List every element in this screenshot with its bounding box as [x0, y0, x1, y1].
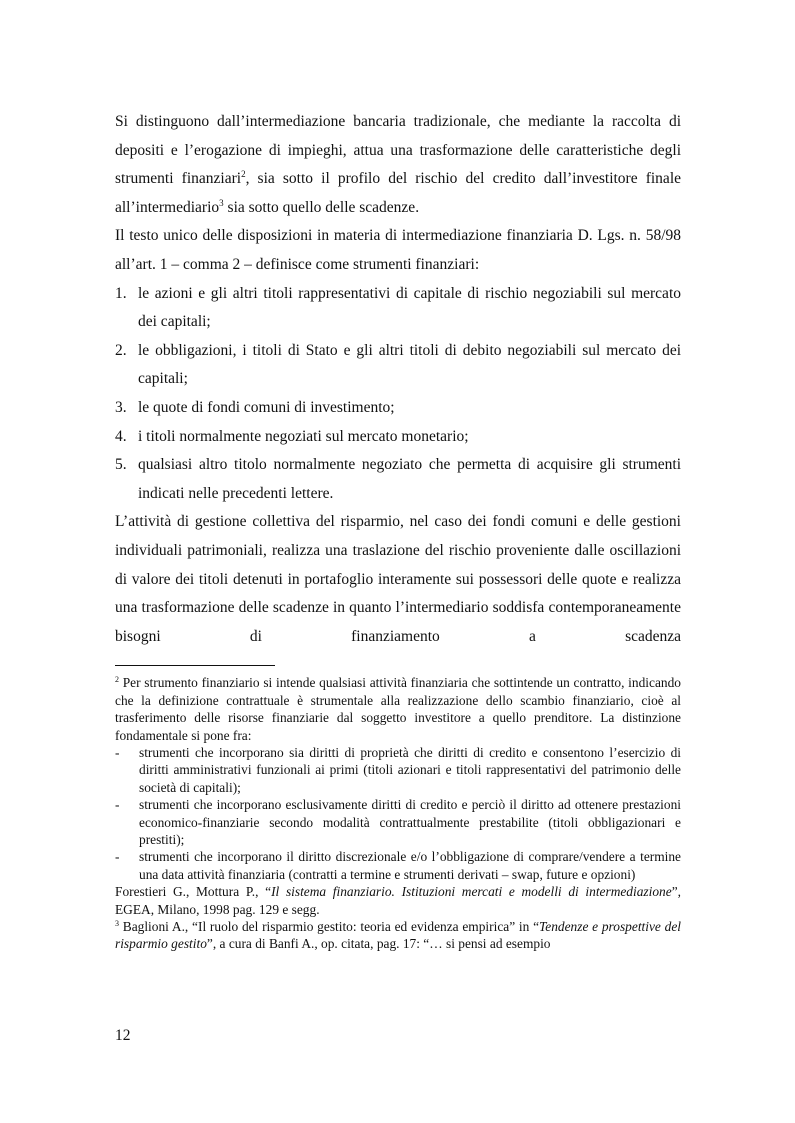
list-text: le azioni e gli altri titoli rappresentativi di capitale di rischio negoziabili sul mercato dei capitali;	[138, 284, 681, 331]
citation-post: ”, EGEA, Milano, 1998 pag. 129 e segg.	[115, 884, 681, 917]
list-text: qualsiasi altro titolo normalmente negoziato che permetta di acquisire gli strumenti indicati nelle precedenti lettere.	[138, 456, 681, 502]
list-item	[115, 451, 681, 508]
dash-bullet: -	[115, 849, 120, 865]
dash-bullet: -	[115, 797, 120, 813]
instruments-list	[115, 280, 681, 509]
list-number: 2.	[115, 341, 127, 359]
footnote-3-post: ”, a cura di Banfi A., op. citata, pag. 17: “… si pensi ad esempio	[206, 936, 551, 952]
gestione-paragraph: L’attività di gestione collettiva del risparmio, nel caso dei fondi comuni e delle gestioni individuali patrimoniali, realizza una traslazione del rischio proveniente dalle oscillazioni di valore dei titoli detenuti in portafoglio interamente sui possessori delle quote e realizza una trasformazione delle scadenze in quanto l’intermediario soddisfa contemporaneamente bisogni di finanziamento a scadenza	[115, 513, 681, 645]
list-number: 4.	[115, 427, 127, 445]
dash-bullet: -	[115, 744, 120, 760]
list-number: 1.	[115, 284, 127, 302]
main-text	[115, 108, 681, 651]
footnote-2-item	[115, 796, 681, 848]
list-number: 5.	[115, 456, 127, 474]
intro-text-b: , sia sotto il profilo del rischio del credito dall’investitore finale all’intermediario	[115, 170, 682, 216]
footnote-3-title: Tendenze e prospettive del risparmio gestito	[115, 918, 681, 952]
footnote-3-pre: Baglioni A., “Il ruolo del risparmio gestito: teoria ed evidenza empirica” in “	[119, 918, 540, 934]
intro-text-a: Si distinguono dall’intermediazione bancaria tradizionale, che mediante la raccolta di depositi e l’erogazione di impieghi, attua una trasformazione delle caratteristiche degli strumenti finanziari	[115, 113, 681, 188]
page-number: 12	[115, 1027, 131, 1044]
list-text: i titoli normalmente negoziati sul mercato monetario;	[138, 427, 469, 445]
footnote-mark-2: 2	[115, 675, 119, 685]
list-item	[115, 423, 681, 452]
list-number: 3.	[115, 398, 127, 416]
list-item	[115, 394, 681, 423]
intro-text-c: sia sotto quello delle scadenze.	[223, 198, 420, 216]
footnote-2-citation	[115, 883, 681, 918]
footnotes	[115, 674, 681, 953]
page-body	[115, 108, 681, 953]
citation-pre: Forestieri G., Mottura P., “	[115, 884, 272, 900]
list-text: le quote di fondi comuni di investimento;	[138, 398, 395, 416]
intro-paragraph	[115, 108, 681, 222]
citation-title: Il sistema finanziario. Istituzioni mercati e modelli di intermediazione	[271, 884, 672, 900]
footnote-ref-2: 2	[241, 169, 246, 180]
footnote-separator	[115, 665, 275, 666]
list-item	[115, 337, 681, 394]
footnote-item-text: strumenti che incorporano il diritto discrezionale e/o l’obbligazione di comprare/vendere a termine una data attività finanziaria (contratti a termine e strumenti derivati – swap, future e opzioni)	[139, 849, 681, 882]
testo-unico-paragraph: Il testo unico delle disposizioni in materia di intermediazione finanziaria D. Lgs. n. 58/98 all’art. 1 – comma 2 – definisce come strumenti finanziari:	[115, 227, 681, 273]
footnote-item-text: strumenti che incorporano sia diritti di proprietà che diritti di credito e consentono l’esercizio di diritti amministrativi funzionali ai primi (titoli azionari e titoli rappresentativi del patrimonio delle società di capitali);	[139, 744, 681, 795]
footnote-ref-3: 3	[219, 197, 224, 208]
footnote-2	[115, 674, 681, 744]
footnote-item-text: strumenti che incorporano esclusivamente diritti di credito e perciò il diritto ad ottenere prestazioni economico-finanziarie secondo modalità contrattualmente prestabilite (titoli obbligazionari e prestiti);	[139, 797, 681, 847]
list-text: le obbligazioni, i titoli di Stato e gli altri titoli di debito negoziabili sul mercato dei capitali;	[138, 341, 681, 388]
footnote-mark-3: 3	[115, 918, 119, 928]
footnote-3	[115, 918, 681, 953]
list-item	[115, 280, 681, 337]
footnote-2-text: Per strumento finanziario si intende qualsiasi attività finanziaria che sottintende un contratto, indicando che la definizione contrattuale è strumentale alla realizzazione dello scambio finanziario, cioè al trasferimento delle risorse finanziarie dal soggetto investitore a quello prenditore. La distinzione fondamentale si pone fra:	[115, 675, 681, 743]
footnote-2-item	[115, 848, 681, 883]
footnote-2-item	[115, 744, 681, 796]
